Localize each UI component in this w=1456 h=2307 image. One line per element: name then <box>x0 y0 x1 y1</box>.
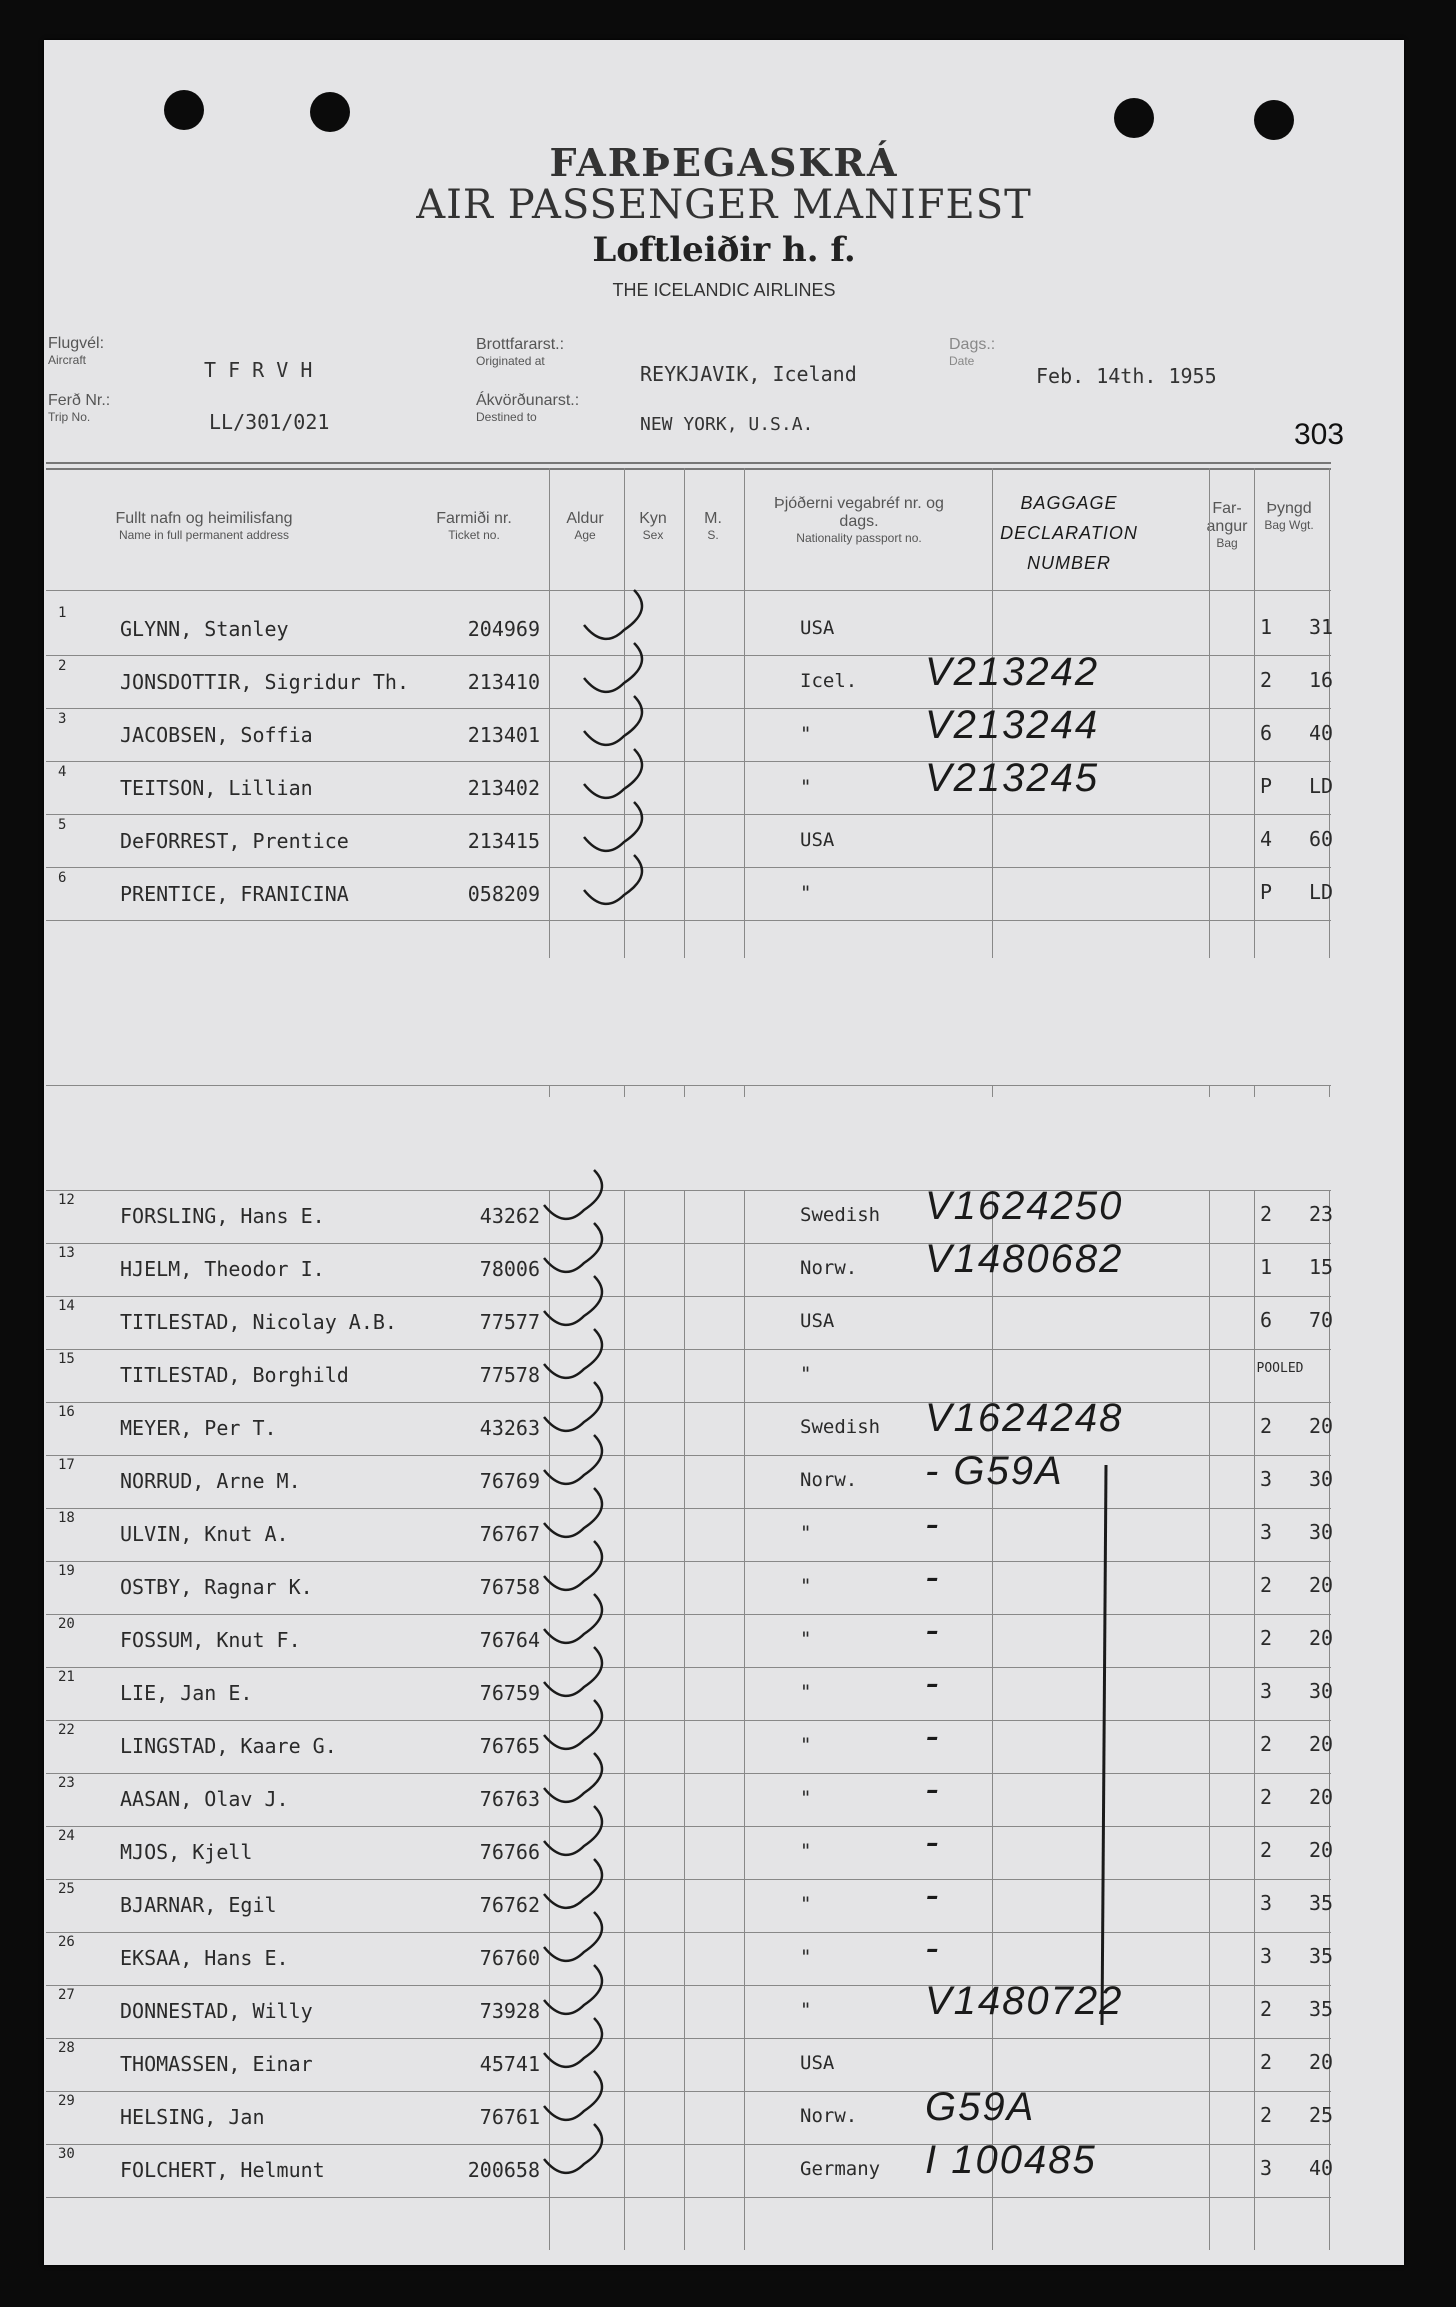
passenger-name: JACOBSEN, Soffia <box>120 723 313 747</box>
baggage-weight: 30 <box>1308 1679 1334 1703</box>
row-number: 2 <box>58 658 67 674</box>
ticket-number: 76761 <box>479 2105 540 2129</box>
passenger-name: DeFORREST, Prentice <box>120 829 349 853</box>
row-number: 21 <box>58 1669 75 1685</box>
passenger-name: NORRUD, Arne M. <box>120 1469 301 1493</box>
passenger-name: THOMASSEN, Einar <box>120 2052 313 2076</box>
col-header-baggage: BAGGAGE DECLARATION NUMBER <box>1000 493 1138 573</box>
ticket-number: 43262 <box>479 1204 540 1228</box>
nationality: " <box>800 1787 812 1809</box>
passport-number: V213244 <box>925 703 1100 747</box>
ticket-number: 76760 <box>479 1946 540 1970</box>
check-mark <box>584 855 642 904</box>
passport-number: V1624250 <box>925 1184 1124 1228</box>
baggage-pieces: 2 <box>1259 1997 1273 2021</box>
passport-number: - <box>925 1608 941 1652</box>
baggage-pieces: 3 <box>1259 1891 1273 1915</box>
passport-number: V213242 <box>925 650 1100 694</box>
row-number: 15 <box>58 1351 75 1367</box>
passenger-name: OSTBY, Ragnar K. <box>120 1575 313 1599</box>
row-number: 19 <box>58 1563 75 1579</box>
passport-number: I 100485 <box>925 2138 1097 2182</box>
baggage-weight: 40 <box>1308 721 1334 745</box>
baggage-pieces: 4 <box>1259 827 1273 851</box>
check-mark <box>544 1647 602 1696</box>
row-number: 17 <box>58 1457 75 1473</box>
check-mark <box>544 1488 602 1537</box>
nationality: " <box>800 1363 812 1385</box>
nationality: Icel. <box>800 670 858 692</box>
check-mark <box>544 1541 602 1590</box>
check-mark <box>584 590 642 639</box>
ditto-bracket-line <box>1102 1465 1106 2025</box>
nationality: USA <box>800 617 835 639</box>
ticket-number: 213415 <box>467 829 540 853</box>
title-icelandic: FARÞEGASKRÁ <box>549 140 899 185</box>
passport-number: - <box>925 1820 941 1864</box>
baggage-weight: 35 <box>1308 1891 1334 1915</box>
baggage-weight: LD <box>1308 774 1334 798</box>
col-header-sex: Kyn Sex <box>639 510 667 542</box>
baggage-pieces: 3 <box>1259 1467 1273 1491</box>
title-english: AIR PASSENGER MANIFEST <box>416 182 1032 228</box>
baggage-weight: 20 <box>1308 1626 1334 1650</box>
check-mark <box>544 1912 602 1961</box>
passport-number: - <box>925 1714 941 1758</box>
passenger-name: HELSING, Jan <box>120 2105 265 2129</box>
nationality: Norw. <box>800 1257 858 1279</box>
passenger-name: GLYNN, Stanley <box>120 617 289 641</box>
passenger-name: PRENTICE, FRANICINA <box>120 882 349 906</box>
baggage-pieces: 6 <box>1259 721 1273 745</box>
check-mark <box>544 2124 602 2173</box>
trip-label: Ferð Nr.: Trip No. <box>48 392 111 424</box>
origin-value: REYKJAVIK, Iceland <box>640 362 857 386</box>
baggage-weight: 23 <box>1308 1202 1334 1226</box>
origin-label: Brottfararst.: Originated at <box>476 336 565 368</box>
baggage-pieces: 2 <box>1259 1202 1273 1226</box>
baggage-weight: 30 <box>1308 1467 1334 1491</box>
nationality: " <box>800 1522 812 1544</box>
passenger-name: AASAN, Olav J. <box>120 1787 289 1811</box>
row-number: 30 <box>58 2146 75 2162</box>
row-number: 16 <box>58 1404 75 1420</box>
nationality: " <box>800 1840 812 1862</box>
passenger-name: DONNESTAD, Willy <box>120 1999 313 2023</box>
check-mark <box>544 1329 602 1378</box>
passport-number: - <box>925 1926 941 1970</box>
baggage-weight: 20 <box>1308 1573 1334 1597</box>
col-header-weight: Þyngd Bag Wgt. <box>1264 500 1314 532</box>
nationality: USA <box>800 2052 835 2074</box>
baggage-weight: 20 <box>1308 1838 1334 1862</box>
check-mark <box>544 1435 602 1484</box>
row-number: 12 <box>58 1192 75 1208</box>
nationality: " <box>800 1893 812 1915</box>
passenger-name: FOSSUM, Knut F. <box>120 1628 301 1652</box>
baggage-pieces: 2 <box>1259 1732 1273 1756</box>
baggage-weight: 15 <box>1308 1255 1334 1279</box>
baggage-pieces: POOLED <box>1256 1361 1304 1376</box>
nationality: " <box>800 776 812 798</box>
ticket-number: 76758 <box>479 1575 540 1599</box>
row-number: 3 <box>58 711 67 727</box>
passenger-name: MEYER, Per T. <box>120 1416 277 1440</box>
ticket-number: 43263 <box>479 1416 540 1440</box>
check-mark <box>544 1859 602 1908</box>
check-mark <box>544 1700 602 1749</box>
nationality: " <box>800 1946 812 1968</box>
passenger-name: FORSLING, Hans E. <box>120 1204 325 1228</box>
manifest-sheet <box>44 40 1404 2265</box>
baggage-pieces: 2 <box>1259 1414 1273 1438</box>
aircraft-value: T F R V H <box>204 358 313 382</box>
trip-value: LL/301/021 <box>209 410 330 434</box>
nationality: " <box>800 1681 812 1703</box>
company-name: Loftleiðir h. f. <box>592 230 856 270</box>
ticket-number: 73928 <box>479 1999 540 2023</box>
passenger-name: LIE, Jan E. <box>120 1681 253 1705</box>
baggage-weight: 20 <box>1308 1414 1334 1438</box>
row-number: 29 <box>58 2093 75 2109</box>
row-number: 18 <box>58 1510 75 1526</box>
ticket-number: 213401 <box>467 723 540 747</box>
ticket-number: 058209 <box>467 882 540 906</box>
check-mark <box>544 1276 602 1325</box>
check-mark <box>544 1382 602 1431</box>
check-mark <box>544 1806 602 1855</box>
row-number: 1 <box>58 605 67 621</box>
date-value: Feb. 14th. 1955 <box>1036 364 1217 388</box>
baggage-weight: 31 <box>1308 615 1334 639</box>
nationality: USA <box>800 829 835 851</box>
baggage-pieces: 3 <box>1259 1520 1273 1544</box>
baggage-pieces: 2 <box>1259 1785 1273 1809</box>
baggage-pieces: 2 <box>1259 2050 1273 2074</box>
ticket-number: 45741 <box>479 2052 540 2076</box>
baggage-weight: 70 <box>1308 1308 1334 1332</box>
baggage-pieces: 2 <box>1259 1573 1273 1597</box>
baggage-pieces: 2 <box>1259 668 1273 692</box>
handwritten-ink <box>44 40 1404 2265</box>
ticket-number: 76763 <box>479 1787 540 1811</box>
ticket-number: 76767 <box>479 1522 540 1546</box>
baggage-pieces: 2 <box>1259 1838 1273 1862</box>
check-mark <box>544 1753 602 1802</box>
row-number: 23 <box>58 1775 75 1791</box>
baggage-pieces: 3 <box>1259 2156 1273 2180</box>
passenger-name: FOLCHERT, Helmunt <box>120 2158 325 2182</box>
passport-number: G59A <box>925 2085 1036 2129</box>
ticket-number: 204969 <box>467 617 540 641</box>
baggage-pieces: P <box>1259 880 1273 904</box>
page-number: 303 <box>1294 418 1345 451</box>
baggage-pieces: 6 <box>1259 1308 1273 1332</box>
check-mark <box>544 1965 602 2014</box>
check-mark <box>544 2071 602 2120</box>
check-mark <box>544 2018 602 2067</box>
ticket-number: 213410 <box>467 670 540 694</box>
nationality: Swedish <box>800 1204 881 1226</box>
passenger-name: HJELM, Theodor I. <box>120 1257 325 1281</box>
check-mark <box>584 802 642 851</box>
nationality: USA <box>800 1310 835 1332</box>
baggage-weight: 16 <box>1308 668 1334 692</box>
baggage-weight: 20 <box>1308 1732 1334 1756</box>
baggage-pieces: 1 <box>1259 1255 1273 1279</box>
passenger-name: TEITSON, Lillian <box>120 776 313 800</box>
passport-number: V1624248 <box>925 1396 1124 1440</box>
passenger-name: LINGSTAD, Kaare G. <box>120 1734 337 1758</box>
date-label: Dags.: Date <box>949 336 996 368</box>
passport-number: - <box>925 1555 941 1599</box>
check-mark <box>544 1170 602 1219</box>
baggage-pieces: 2 <box>1259 1626 1273 1650</box>
baggage-pieces: 3 <box>1259 1944 1273 1968</box>
row-number: 20 <box>58 1616 75 1632</box>
check-mark <box>544 1223 602 1272</box>
ticket-number: 213402 <box>467 776 540 800</box>
nationality: " <box>800 723 812 745</box>
col-header-nationality: Þjóðerni vegabréf nr. og dags. Nationality passport no. <box>774 495 944 545</box>
baggage-pieces: 3 <box>1259 1679 1273 1703</box>
baggage-weight: 30 <box>1308 1520 1334 1544</box>
row-number: 24 <box>58 1828 75 1844</box>
baggage-pieces: 1 <box>1259 615 1273 639</box>
company-subtitle: THE ICELANDIC AIRLINES <box>612 280 836 300</box>
aircraft-label: Flugvél: Aircraft <box>48 335 105 367</box>
ticket-number: 77578 <box>479 1363 540 1387</box>
passport-number: - G59A <box>925 1449 1064 1493</box>
baggage-pieces: 2 <box>1259 2103 1273 2127</box>
col-header-age: Aldur Age <box>566 510 604 542</box>
row-number: 4 <box>58 764 67 780</box>
nationality: " <box>800 1999 812 2021</box>
col-header-name: Fullt nafn og heimilisfang Name in full permanent address <box>115 510 293 542</box>
destination-value: NEW YORK, U.S.A. <box>640 414 814 435</box>
row-number: 25 <box>58 1881 75 1897</box>
passenger-name: BJARNAR, Egil <box>120 1893 277 1917</box>
check-mark <box>544 1594 602 1643</box>
row-number: 28 <box>58 2040 75 2056</box>
nationality: Norw. <box>800 1469 858 1491</box>
passenger-name: ULVIN, Knut A. <box>120 1522 289 1546</box>
ticket-number: 76764 <box>479 1628 540 1652</box>
nationality: Swedish <box>800 1416 881 1438</box>
col-header-ticket: Farmiði nr. Ticket no. <box>436 510 512 542</box>
ticket-number: 78006 <box>479 1257 540 1281</box>
passport-number: - <box>925 1767 941 1811</box>
row-number: 22 <box>58 1722 75 1738</box>
baggage-weight: 35 <box>1308 1997 1334 2021</box>
passport-number: V213245 <box>925 756 1100 800</box>
passenger-name: EKSAA, Hans E. <box>120 1946 289 1970</box>
baggage-weight: 35 <box>1308 1944 1334 1968</box>
row-number: 6 <box>58 870 67 886</box>
passenger-name: MJOS, Kjell <box>120 1840 253 1864</box>
baggage-weight: 20 <box>1308 2050 1334 2074</box>
row-number: 13 <box>58 1245 75 1261</box>
baggage-weight: 60 <box>1308 827 1334 851</box>
ticket-number: 77577 <box>479 1310 540 1334</box>
row-number: 26 <box>58 1934 75 1950</box>
baggage-weight: LD <box>1308 880 1334 904</box>
ticket-number: 76769 <box>479 1469 540 1493</box>
row-number: 14 <box>58 1298 75 1314</box>
col-header-pieces: Far-angur Bag <box>1206 500 1248 550</box>
check-mark <box>584 696 642 745</box>
ticket-number: 76759 <box>479 1681 540 1705</box>
row-number: 27 <box>58 1987 75 2003</box>
ticket-number: 200658 <box>467 2158 540 2182</box>
nationality: Norw. <box>800 2105 858 2127</box>
nationality: Germany <box>800 2158 881 2180</box>
baggage-weight: 40 <box>1308 2156 1334 2180</box>
baggage-pieces: P <box>1259 774 1273 798</box>
passport-number: V1480682 <box>925 1237 1124 1281</box>
passport-number: - <box>925 1661 941 1705</box>
passport-number: - <box>925 1873 941 1917</box>
baggage-weight: 20 <box>1308 1785 1334 1809</box>
nationality: " <box>800 882 812 904</box>
passenger-name: JONSDOTTIR, Sigridur Th. <box>120 670 409 694</box>
nationality: " <box>800 1575 812 1597</box>
ticket-number: 76762 <box>479 1893 540 1917</box>
passport-number: - <box>925 1502 941 1546</box>
passenger-name: TITLESTAD, Nicolay A.B. <box>120 1310 397 1334</box>
check-mark <box>584 643 642 692</box>
row-number: 5 <box>58 817 67 833</box>
check-mark <box>584 749 642 798</box>
passenger-name: TITLESTAD, Borghild <box>120 1363 349 1387</box>
ticket-number: 76765 <box>479 1734 540 1758</box>
nationality: " <box>800 1734 812 1756</box>
ticket-number: 76766 <box>479 1840 540 1864</box>
col-header-ms: M. S. <box>704 510 722 542</box>
nationality: " <box>800 1628 812 1650</box>
destination-label: Ákvörðunarst.: Destined to <box>476 392 580 424</box>
baggage-weight: 25 <box>1308 2103 1334 2127</box>
passport-number: V1480722 <box>925 1979 1124 2023</box>
